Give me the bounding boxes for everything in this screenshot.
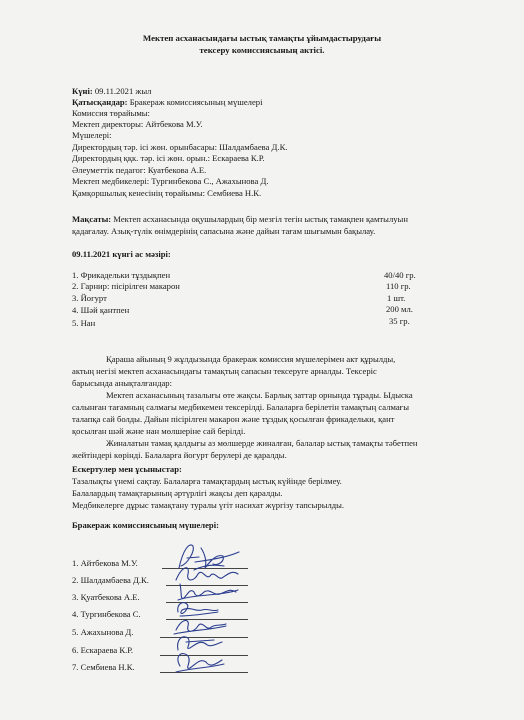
goal-label: Мақсаты:	[72, 214, 112, 224]
goal-line2: қадағалау. Азық-түлік өнімдерінің сапасына және дайын тағам шығымын бақылау.	[72, 226, 376, 236]
participant-line: Қамқоршылық кенесінің төрайымы: Сембиева Н.К.	[72, 188, 262, 198]
member-name: 1. Айтбекова М.У.	[72, 558, 138, 568]
goal-text1: Мектеп асханасында оқушылардың бір мезгіл тегін ыстық тамақпен қамтылуын	[111, 214, 408, 224]
menu-item-name: 4. Шәй қантпен	[72, 305, 130, 315]
participant-line: Директордың ққк. тәр. ісі жөн. орын.: Ескараева К.Р.	[72, 153, 265, 163]
paragraph-line: қосылған шәй және нан мөлшеріне сай берілді.	[72, 426, 246, 436]
participant-line: Директордың тәр. ісі жөн. орынбасары: Шалдамбаева Д.К.	[72, 142, 288, 152]
goal-line1	[72, 214, 408, 224]
participant-line: Әлеуметтік педагог: Куатбекова А.Е.	[72, 165, 207, 175]
menu-item-name: 5. Нан	[72, 318, 96, 328]
note-line: Медбикелерге дұрыс тамақтану туралы үгіт насихат жүргізу тапсырылды.	[72, 500, 345, 510]
note-line: Балалардың тамақтарының әртүрлігі жақсы деп қаралды.	[72, 488, 283, 498]
participant-line: Комиссия төрайымы:	[72, 108, 150, 118]
paragraph-line: Жиналатын тамақ қалдығы аз мөлшерде жиналған, балалар ыстық тамақты тәбетпен	[106, 438, 418, 448]
menu-item-name: 2. Гарнир: пісірілген макарон	[72, 281, 180, 291]
date-value: 09.11.2021 жыл	[92, 86, 152, 96]
menu-item-qty: 200 мл.	[386, 304, 413, 314]
note-line: Тазалықты үнемі сақтау. Балаларға тамақтардың ыстық күйінде берілмеу.	[72, 476, 342, 486]
date-line	[72, 86, 151, 96]
menu-item-name: 1. Фрикадельки тұздықпен	[72, 270, 171, 280]
paragraph-line: талапқа сай болды. Дайын пісірілген макарон және тұздық қосылған фрикадельки, қант	[72, 414, 395, 424]
member-name: 2. Шалдамбаева Д.К.	[72, 575, 149, 585]
member-name: 5. Ажахынова Д.	[72, 627, 134, 637]
member-name: 4. Тургинбекова С.	[72, 609, 141, 619]
paragraph-line: Мектеп асханасының тазалығы өте жақсы. Барлық заттар орнында тұрады. Ыдыска	[106, 390, 413, 400]
menu-item-qty: 1 шт.	[387, 293, 406, 303]
date-label: Күні:	[72, 86, 93, 96]
paragraph-line: Қараша айының 9 жұлдызында бракераж комиссия мүшелерімен акт құрылды,	[106, 354, 396, 364]
members-heading: Бракераж комиссиясының мүшелері:	[72, 520, 219, 530]
menu-item-qty: 40/40 гр.	[384, 270, 416, 280]
document-title-line1: Мектеп асханасындағы ыстық тамақты ұйымдастырудағы	[142, 33, 382, 43]
document-title-line2: тексеру комиссиясының актісі.	[199, 45, 325, 55]
notes-heading: Ескертулер мен ұсыныстар:	[72, 464, 182, 474]
participant-line: Мектеп директоры: Айтбекова М.У.	[72, 119, 203, 129]
paragraph-line: актың негізі мектеп асханасындағы тамақтың сапасын тексеруге арналды. Тексеріс	[72, 366, 377, 376]
menu-heading: 09.11.2021 күнгі ас мәзірі:	[72, 249, 171, 259]
signature-sembieva	[166, 646, 236, 676]
participant-line: Мүшелері:	[72, 130, 112, 140]
paragraph-line: салынған тағамның салмағы медбикемен тексерілді. Балаларға берілетін тамақтың салмағы	[72, 402, 409, 412]
participant-line: Мектеп медбикелері: Тургинбекова С., Ажахынова Д.	[72, 176, 269, 186]
menu-item-qty: 35 гр.	[389, 316, 410, 326]
paragraph-line: жейтіндері көрінді. Балаларға йогурт берулері де қаралды.	[72, 450, 287, 460]
participants-value: Бракераж комиссиясының мүшелері	[127, 97, 263, 107]
menu-item-qty: 110 гр.	[386, 281, 411, 291]
participants-line	[72, 97, 262, 107]
menu-item-name: 3. Йогурт	[72, 293, 107, 303]
participants-label: Қатысқандар:	[72, 97, 128, 107]
member-name: 6. Ескараева К.Р.	[72, 645, 134, 655]
paragraph-line: барысында анықталғандар:	[72, 378, 172, 388]
member-name: 3. Қуатбекова А.Е.	[72, 592, 140, 602]
member-name: 7. Сембиева Н.К.	[72, 662, 135, 672]
